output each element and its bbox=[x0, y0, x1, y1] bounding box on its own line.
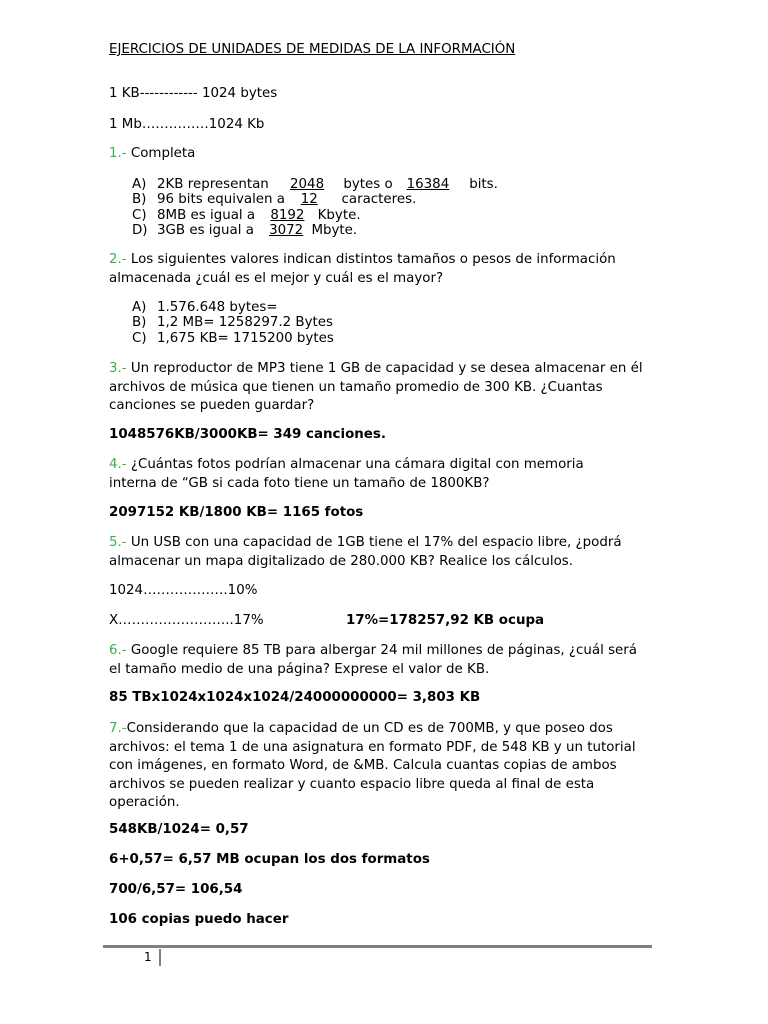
question-7-answer: 700/6,57= 106,54 bbox=[109, 882, 243, 897]
item-text: 1,2 MB= 1258297.2 Bytes bbox=[157, 315, 334, 331]
item-label: C) bbox=[132, 330, 147, 346]
item-label: D) bbox=[132, 223, 148, 239]
question-4-answer: 2097152 KB/1800 KB= 1165 fotos bbox=[109, 505, 364, 520]
question-7 bbox=[109, 720, 647, 813]
question-text: Los siguientes valores indican distintos tamaños o pesos de información almacenada ¿cuál es el mejor y cuál es el mayor? bbox=[109, 252, 616, 286]
item-text: 3GB es igual a bbox=[157, 223, 254, 239]
item-label: C) bbox=[132, 207, 147, 223]
item-text: caracteres. bbox=[341, 192, 417, 208]
question-number: 4.- bbox=[109, 457, 127, 472]
question-1-items bbox=[132, 177, 498, 239]
item-text: 1.576.648 bytes= bbox=[157, 300, 278, 315]
page-number-bar bbox=[159, 949, 161, 966]
answer-blank: 2048 bbox=[290, 177, 325, 192]
question-number: 3.- bbox=[109, 361, 127, 376]
answer-blank: 16384 bbox=[406, 177, 450, 192]
question-number: 6.- bbox=[109, 643, 127, 658]
footer-divider bbox=[103, 945, 652, 948]
document-title: EJERCICIOS DE UNIDADES DE MEDIDAS DE LA INFORMACIÓN bbox=[109, 42, 516, 57]
answer-blank: 12 bbox=[300, 192, 318, 208]
list-item bbox=[132, 223, 498, 238]
question-3-answer: 1048576KB/3000KB= 349 canciones. bbox=[109, 427, 386, 442]
item-text: Mbyte. bbox=[311, 223, 358, 239]
question-number: 1.- bbox=[109, 146, 127, 161]
question-text: Completa bbox=[126, 146, 196, 161]
question-4 bbox=[109, 456, 629, 493]
list-item bbox=[132, 300, 334, 315]
answer-blank: 8192 bbox=[270, 207, 305, 223]
item-label: B) bbox=[132, 315, 147, 331]
question-6-answer: 85 TBx1024x1024x1024/24000000000= 3,803 KB bbox=[109, 690, 481, 705]
list-item bbox=[132, 315, 334, 330]
equivalence-kb: 1 KB------------ 1024 bytes bbox=[109, 86, 278, 101]
question-text: Un reproductor de MP3 tiene 1 GB de capacidad y se desea almacenar en él archivos de música que tienen un tamaño promedio de 300 KB. ¿Cuantas canciones se pueden guardar? bbox=[109, 361, 643, 413]
question-number: 5.- bbox=[109, 535, 127, 550]
question-5 bbox=[109, 534, 654, 571]
question-5-line-2: X……………………..17% bbox=[109, 613, 264, 628]
question-5-answer: 17%=178257,92 KB ocupa bbox=[346, 613, 545, 628]
item-label: B) bbox=[132, 192, 147, 208]
question-1 bbox=[109, 146, 195, 162]
question-text: Google requiere 85 TB para albergar 24 mil millones de páginas, ¿cuál será el tamaño medio de una página? Exprese el valor de KB. bbox=[109, 643, 637, 677]
question-3 bbox=[109, 360, 649, 416]
equivalence-mb: 1 Mb……………1024 Kb bbox=[109, 117, 265, 132]
list-item bbox=[132, 177, 498, 192]
question-text: ¿Cuántas fotos podrían almacenar una cámara digital con memoria interna de “GB si cada foto tiene un tamaño de 1800KB? bbox=[109, 457, 584, 491]
list-item bbox=[132, 192, 498, 207]
question-number: 7.- bbox=[109, 721, 127, 736]
question-number: 2.- bbox=[109, 252, 127, 267]
question-6 bbox=[109, 642, 639, 679]
question-2-items bbox=[132, 300, 334, 346]
page-number: 1 bbox=[144, 950, 152, 964]
question-5-line-1: 1024……………….10% bbox=[109, 583, 258, 598]
item-text: bits. bbox=[469, 177, 498, 192]
question-text: Considerando que la capacidad de un CD es de 700MB, y que poseo dos archivos: el tema 1 de una asignatura en formato PDF, de 548 KB y un tutorial con imágenes, en formato Word, de &MB. Calcula cuantas copias de ambos archivos se pueden realizar y cuanto espacio libre queda al final de esta operación. bbox=[109, 721, 636, 810]
item-text: 2KB representan bbox=[157, 177, 269, 192]
list-item bbox=[132, 331, 334, 346]
question-7-answer: 6+0,57= 6,57 MB ocupan los dos formatos bbox=[109, 852, 430, 867]
question-2 bbox=[109, 251, 654, 288]
item-label: A) bbox=[132, 177, 147, 192]
list-item bbox=[132, 208, 498, 223]
answer-blank: 3072 bbox=[269, 223, 304, 239]
item-text: bytes o bbox=[343, 177, 393, 192]
question-text: Un USB con una capacidad de 1GB tiene el 17% del espacio libre, ¿podrá almacenar un mapa digitalizado de 280.000 KB? Realice los cálculos. bbox=[109, 535, 622, 569]
item-text: 1,675 KB= 1715200 bytes bbox=[157, 330, 334, 346]
question-7-answer: 548KB/1024= 0,57 bbox=[109, 822, 249, 837]
item-text: 8MB es igual a bbox=[157, 207, 256, 223]
item-text: Kbyte. bbox=[317, 207, 361, 223]
item-label: A) bbox=[132, 300, 147, 315]
item-text: 96 bits equivalen a bbox=[157, 192, 285, 208]
question-7-answer: 106 copias puedo hacer bbox=[109, 912, 289, 927]
